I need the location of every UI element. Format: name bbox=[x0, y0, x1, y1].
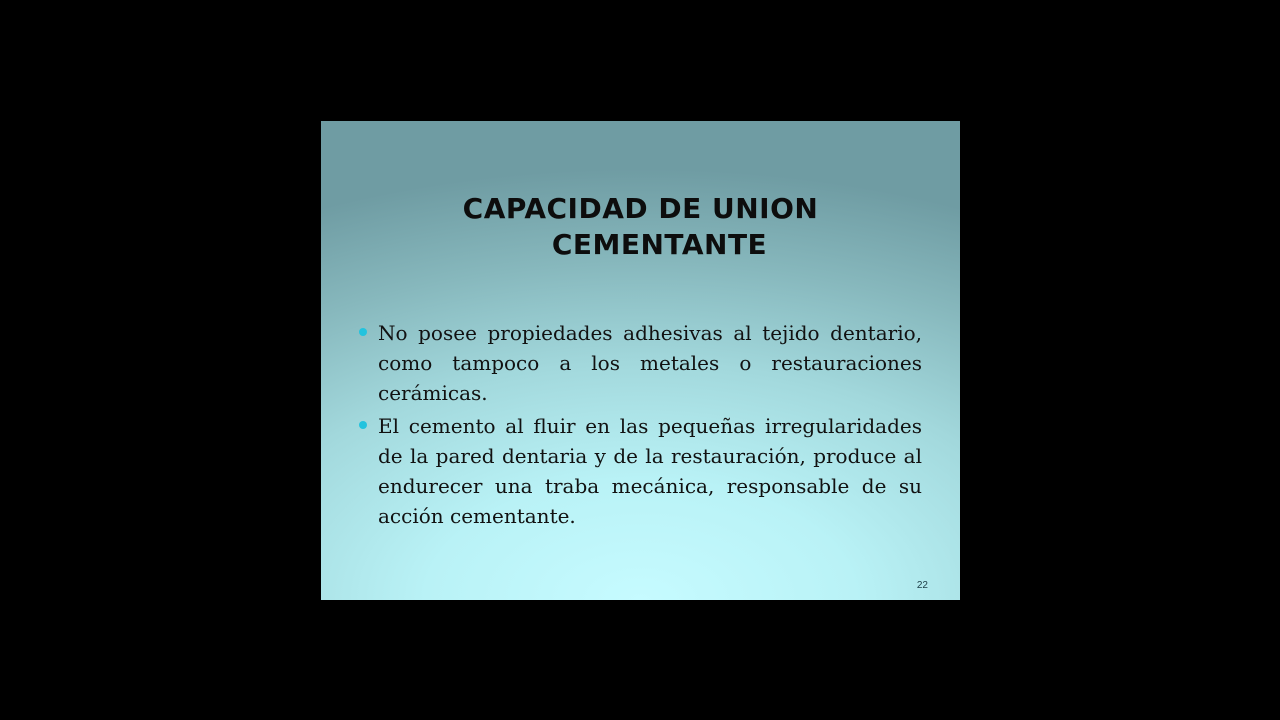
bullet-dot-icon bbox=[359, 421, 367, 429]
page-number: 22 bbox=[916, 580, 928, 591]
bullet-text: El cemento al fluir en las pequeñas irregularidades de la pared dentaria y de la restauración, produce al endurecer una traba mecánica, responsable de su acción cementante. bbox=[378, 414, 922, 528]
bullet-item bbox=[358, 411, 922, 531]
slide bbox=[321, 121, 960, 600]
slide-title bbox=[321, 191, 960, 263]
slide-title-line-1: CAPACIDAD DE UNION bbox=[462, 192, 819, 225]
bullet-list bbox=[358, 318, 922, 534]
bullet-dot-icon bbox=[359, 328, 367, 336]
bullet-text: No posee propiedades adhesivas al tejido dentario, como tampoco a los metales o restauraciones cerámicas. bbox=[378, 321, 922, 405]
slide-title-line-2: CEMENTANTE bbox=[551, 228, 768, 261]
bullet-item bbox=[358, 318, 922, 408]
